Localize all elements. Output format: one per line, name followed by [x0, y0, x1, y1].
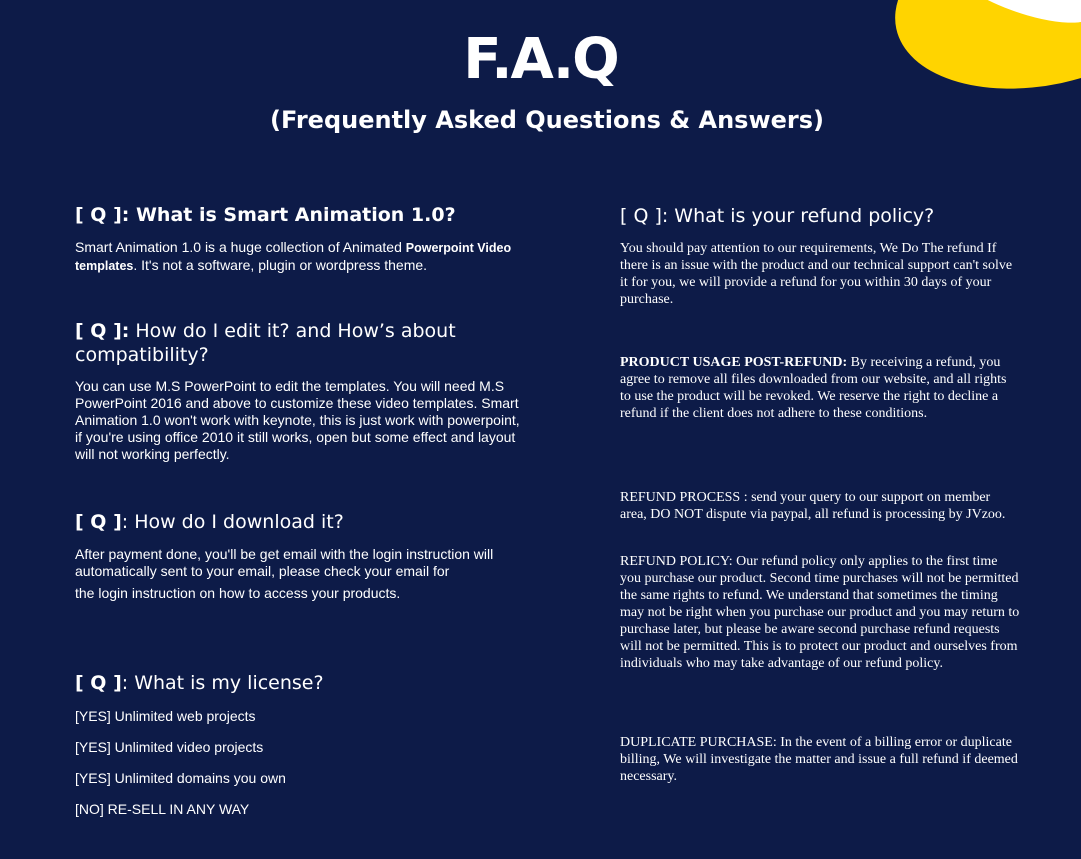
- faq-question-license: [75, 671, 495, 695]
- answer-bold-text: Powerpoint Video templates: [75, 241, 512, 273]
- faq-question-download: [75, 510, 495, 534]
- faq-answer-download-2: the login instruction on how to access your products.: [75, 585, 401, 601]
- question-tag: [ Q ]: [75, 204, 122, 226]
- license-item: [YES] Unlimited video projects: [75, 739, 264, 755]
- license-item: [YES] Unlimited web projects: [75, 708, 256, 724]
- question-tag: [ Q ]: [75, 672, 122, 694]
- question-tag: [ Q ]: [75, 511, 122, 533]
- question-text: How do I edit it? and How’s about compatibility?: [75, 320, 456, 366]
- faq-question-what-is: [75, 203, 545, 227]
- refund-process-section: REFUND PROCESS : send your query to our support on member area, DO NOT dispute via paypal, all refund is processing by JVzoo.: [620, 490, 1006, 522]
- duplicate-purchase-section: DUPLICATE PURCHASE: In the event of a billing error or duplicate billing, We will investigate the matter and issue a full refund if deemed necessary.: [620, 735, 1018, 784]
- refund-usage-section: [620, 354, 1020, 422]
- faq-answer-edit: You can use M.S PowerPoint to edit the templates. You will need M.S PowerPoint 2016 and above to customize these video templates. Smart Animation 1.0 won't work with keynote, this is just work with powerpoint, if you're using office 2010 it still works, open but some effect and layout will not working perfectly.: [75, 378, 520, 462]
- faq-answer-refund: You should pay attention to our requirements, We Do The refund If there is an issue with the product and our technical support can't solve it for you, we will provide a refund for you within 30 days of your purchase.: [620, 241, 1013, 307]
- question-text: : How do I download it?: [121, 511, 344, 533]
- faq-answer-download-1: After payment done, you'll be get email with the login instruction will automatically sent to your email, please check your email for: [75, 546, 494, 579]
- question-tag: [ Q ]:: [75, 320, 130, 342]
- usage-label: PRODUCT USAGE POST-REFUND:: [620, 355, 848, 370]
- license-item: [YES] Unlimited domains you own: [75, 770, 286, 786]
- faq-answer-what-is: [75, 239, 515, 275]
- question-text: : What is my license?: [121, 672, 324, 694]
- faq-question-edit: [75, 319, 495, 367]
- usage-text: By receiving a refund, you agree to remove all files downloaded from our website, and all rights to use the product will be revoked. We reserve the right to decline a refund if the client does not adhere to these conditions.: [620, 355, 1007, 421]
- license-item: [NO] RE-SELL IN ANY WAY: [75, 801, 250, 817]
- refund-policy-section: REFUND POLICY: Our refund policy only applies to the first time you purchase our product. Second time purchases will not be permitted the same rights to refund. We understand that sometimes the timing may not be right when you purchase our product and you may return to purchase later, but please be aware second purchase refund requests will not be permitted. This is to protect our product and ourselves from individuals who may take advantage of our refund policy.: [620, 554, 1020, 671]
- page-subtitle: (Frequently Asked Questions & Answers): [270, 106, 824, 134]
- question-text: : What is Smart Animation 1.0?: [121, 204, 456, 226]
- page-title: F.A.Q: [463, 27, 618, 92]
- answer-text-end: . It's not a software, plugin or wordpress theme.: [133, 257, 428, 273]
- answer-text: Smart Animation 1.0 is a huge collection of Animated: [75, 239, 406, 255]
- faq-question-refund: [ Q ]: What is your refund policy?: [620, 205, 935, 227]
